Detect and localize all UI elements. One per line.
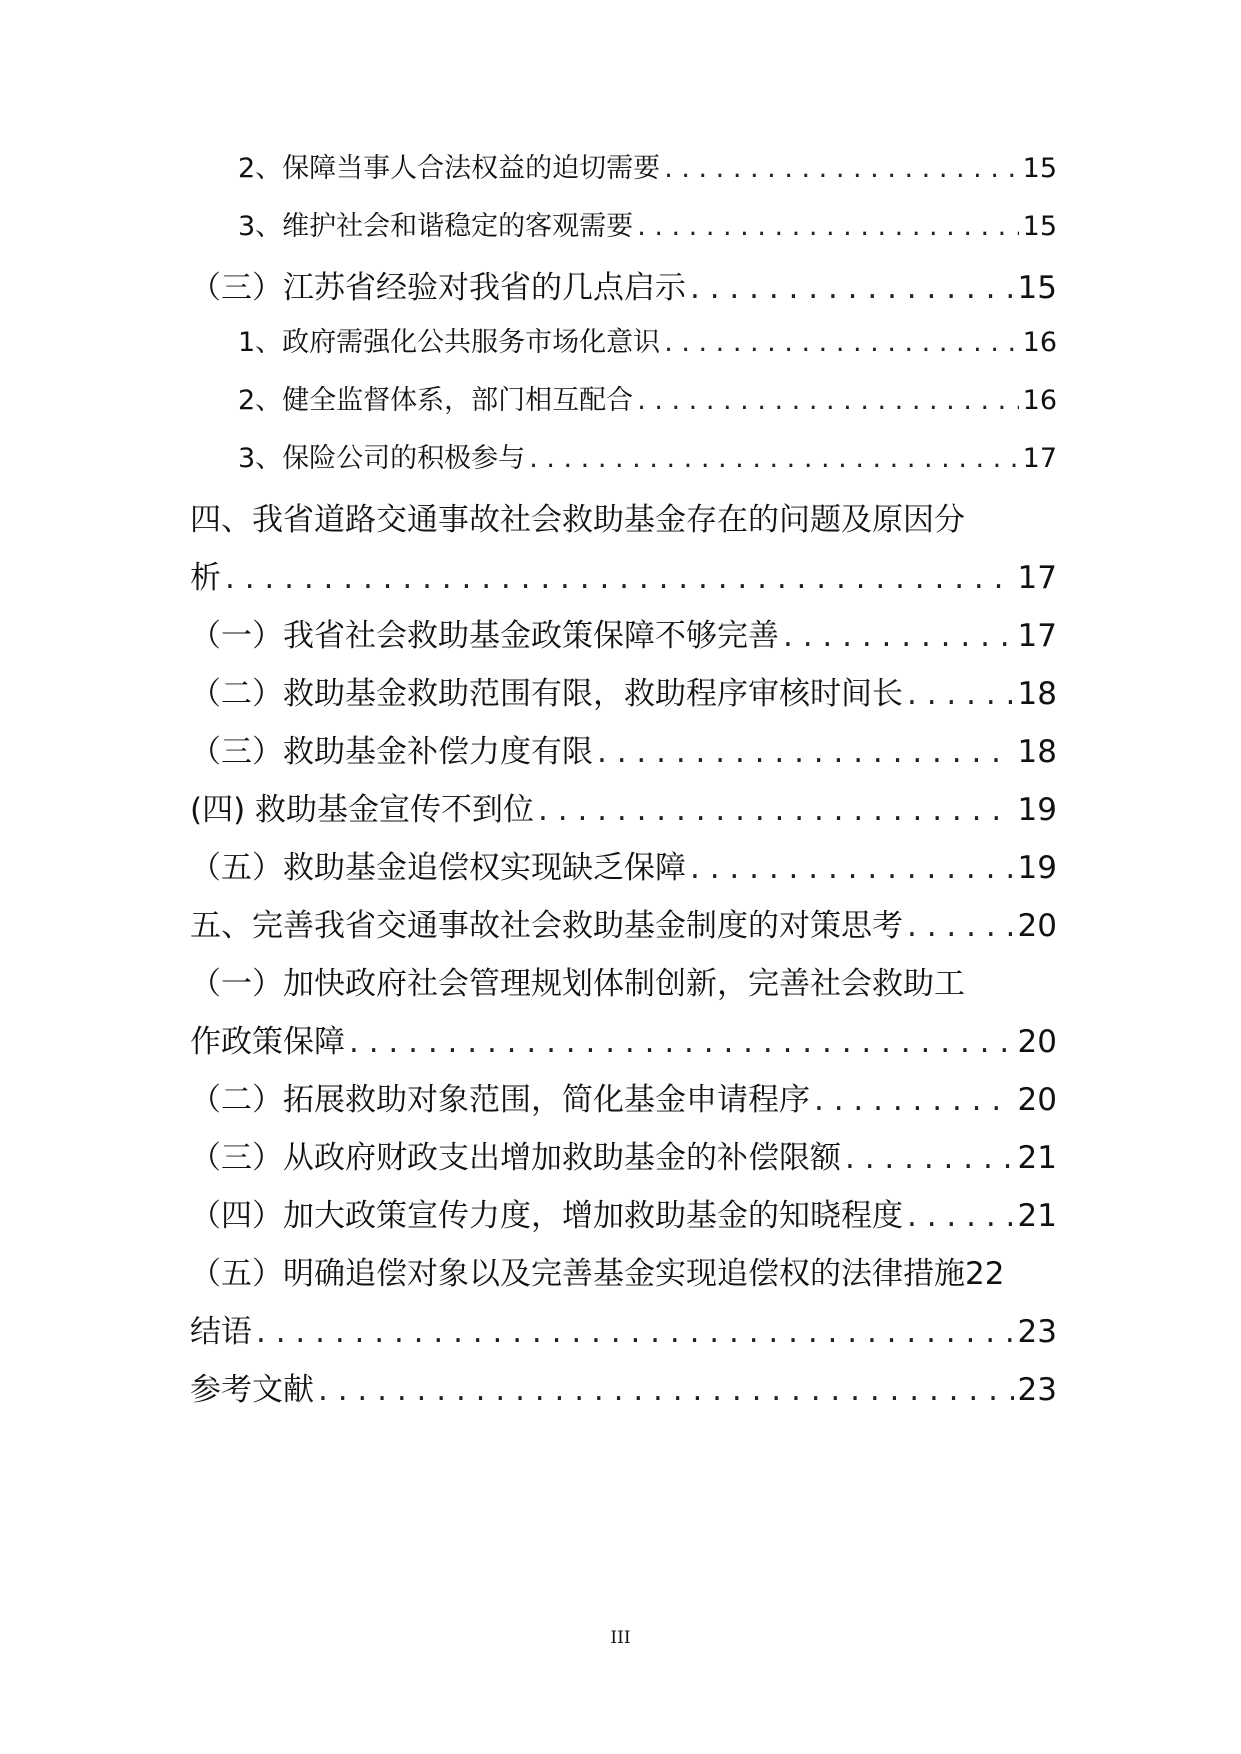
dot-leader bbox=[529, 443, 1018, 474]
toc-entry-page: 18 bbox=[1017, 734, 1057, 770]
dot-leader bbox=[907, 908, 1014, 944]
toc-entry-page: 22 bbox=[965, 1256, 1005, 1292]
toc-entry-title: （五）救助基金追偿权实现缺乏保障 bbox=[190, 850, 686, 886]
toc-entry[interactable] bbox=[190, 1074, 1057, 1119]
toc-entry-title: 2、保障当事人合法权益的迫切需要 bbox=[238, 153, 661, 184]
toc-entry-title: 3、保险公司的积极参与 bbox=[238, 443, 526, 474]
toc-entry[interactable] bbox=[190, 1364, 1057, 1409]
toc-entry[interactable] bbox=[190, 320, 1057, 359]
toc-entry[interactable] bbox=[190, 900, 1057, 945]
toc-entry[interactable] bbox=[190, 1132, 1057, 1177]
dot-leader bbox=[349, 1024, 1014, 1060]
toc-entry-page: 21 bbox=[1017, 1140, 1057, 1176]
dot-leader bbox=[690, 270, 1014, 306]
dot-leader bbox=[783, 618, 1014, 654]
dot-leader bbox=[907, 676, 1014, 712]
toc-entry-page: 17 bbox=[1017, 618, 1057, 654]
toc-entry-title: 参考文献 bbox=[190, 1372, 314, 1408]
toc-entry-title: 作政策保障 bbox=[190, 1024, 345, 1060]
toc-entry-title: 2、健全监督体系，部门相互配合 bbox=[238, 385, 634, 416]
toc-entry-title: （四）加大政策宣传力度，增加救助基金的知晓程度 bbox=[190, 1198, 903, 1234]
dot-leader bbox=[814, 1082, 1014, 1118]
toc-entry-title: 3、维护社会和谐稳定的客观需要 bbox=[238, 211, 634, 242]
toc-entry-page: 17 bbox=[1022, 443, 1057, 474]
toc-entry[interactable] bbox=[190, 1306, 1057, 1351]
dot-leader bbox=[318, 1372, 1014, 1408]
dot-leader bbox=[597, 734, 1014, 770]
toc-entry-page: 19 bbox=[1017, 850, 1057, 886]
toc-entry-title: （三）从政府财政支出增加救助基金的补偿限额 bbox=[190, 1140, 841, 1176]
dot-leader bbox=[225, 560, 1014, 596]
toc-entry-page: 18 bbox=[1017, 676, 1057, 712]
dot-leader bbox=[845, 1140, 1014, 1176]
dot-leader bbox=[907, 1198, 1014, 1234]
toc-entry[interactable] bbox=[190, 262, 1057, 307]
toc-entry-page: 15 bbox=[1022, 153, 1057, 184]
toc-entry[interactable] bbox=[190, 784, 1057, 829]
toc-entry[interactable] bbox=[190, 436, 1057, 475]
toc-entry[interactable] bbox=[190, 146, 1057, 185]
toc-entry[interactable] bbox=[190, 1190, 1057, 1235]
toc-entry-title: 1、政府需强化公共服务市场化意识 bbox=[238, 327, 661, 358]
toc-entry[interactable] bbox=[190, 1016, 1057, 1061]
toc-entry[interactable] bbox=[190, 668, 1057, 713]
toc-entry-page: 15 bbox=[1017, 270, 1057, 306]
toc-entry-title: （一）我省社会救助基金政策保障不够完善 bbox=[190, 618, 779, 654]
toc-entry-title: （二）拓展救助对象范围，简化基金申请程序 bbox=[190, 1082, 810, 1118]
toc-entry[interactable] bbox=[190, 726, 1057, 771]
toc-entry[interactable] bbox=[190, 842, 1057, 887]
toc-entry[interactable] bbox=[190, 610, 1057, 655]
toc-entry[interactable] bbox=[190, 1248, 1057, 1293]
toc-entry-title: 结语 bbox=[190, 1314, 252, 1350]
toc-entry-page: 16 bbox=[1022, 327, 1057, 358]
toc-entry-title: 五、完善我省交通事故社会救助基金制度的对策思考 bbox=[190, 908, 903, 944]
toc-entry-title: (四) 救助基金宣传不到位 bbox=[190, 792, 535, 828]
toc-entry-title: （三）江苏省经验对我省的几点启示 bbox=[190, 270, 686, 306]
toc-entry-title: （五）明确追偿对象以及完善基金实现追偿权的法律措施 bbox=[190, 1256, 965, 1292]
toc-entry-title-line1[interactable]: 四、我省道路交通事故社会救助基金存在的问题及原因分 bbox=[190, 502, 965, 538]
toc-entry-page: 23 bbox=[1017, 1314, 1057, 1350]
dot-leader bbox=[637, 211, 1018, 242]
toc-entry[interactable] bbox=[190, 204, 1057, 243]
toc-entry-title-line1[interactable]: （一）加快政府社会管理规划体制创新，完善社会救助工 bbox=[190, 966, 965, 1002]
toc-entry-title: （三）救助基金补偿力度有限 bbox=[190, 734, 593, 770]
toc-entry-page: 20 bbox=[1017, 1082, 1057, 1118]
toc-entry[interactable] bbox=[190, 378, 1057, 417]
toc-entry[interactable] bbox=[190, 552, 1057, 597]
toc-entry-title: 析 bbox=[190, 560, 221, 596]
page-number: III bbox=[610, 1628, 631, 1648]
dot-leader bbox=[256, 1314, 1014, 1350]
dot-leader bbox=[637, 385, 1018, 416]
dot-leader bbox=[538, 792, 1014, 828]
dot-leader bbox=[664, 153, 1018, 184]
dot-leader bbox=[664, 327, 1018, 358]
toc-entry-page: 16 bbox=[1022, 385, 1057, 416]
toc-entry-page: 20 bbox=[1017, 908, 1057, 944]
toc-entry-page: 19 bbox=[1017, 792, 1057, 828]
toc-entry-title: （二）救助基金救助范围有限，救助程序审核时间长 bbox=[190, 676, 903, 712]
toc-entry-page: 21 bbox=[1017, 1198, 1057, 1234]
toc-entry-page: 17 bbox=[1017, 560, 1057, 596]
dot-leader bbox=[690, 850, 1014, 886]
toc-entry-page: 15 bbox=[1022, 211, 1057, 242]
toc-entry-page: 23 bbox=[1017, 1372, 1057, 1408]
toc-entry-page: 20 bbox=[1017, 1024, 1057, 1060]
